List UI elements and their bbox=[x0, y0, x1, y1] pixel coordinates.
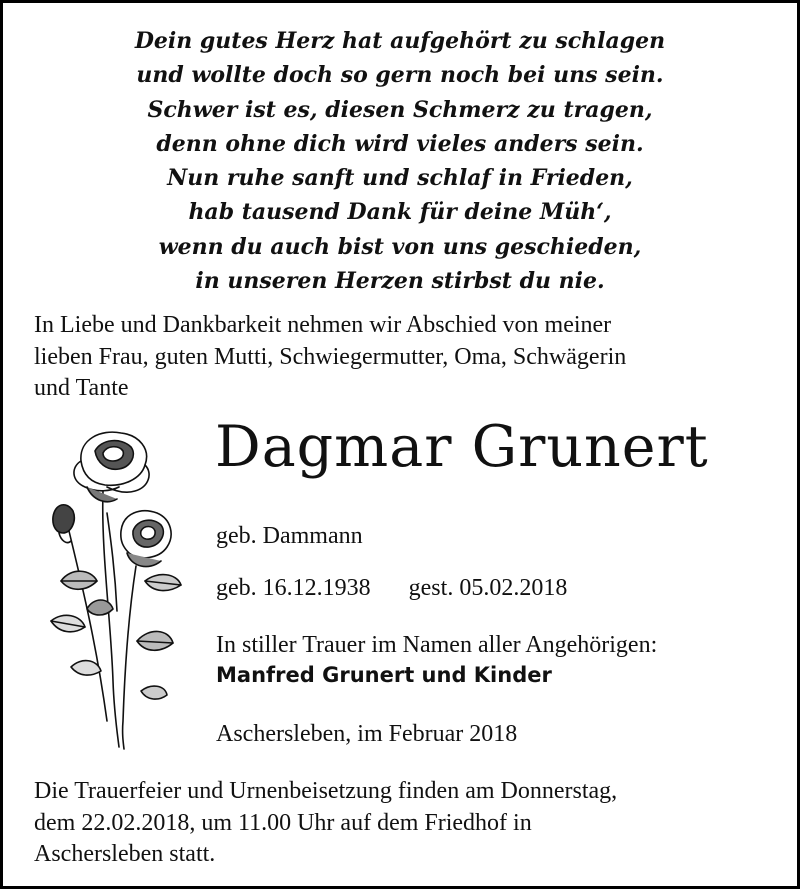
mourners-name: Manfred Grunert und Kinder bbox=[216, 663, 552, 687]
funeral-line: dem 22.02.2018, um 11.00 Uhr auf dem Friedhof in bbox=[34, 809, 532, 836]
funeral-line: Aschersleben statt. bbox=[34, 841, 216, 867]
poem-line: hab tausend Dank für deine Müh‘, bbox=[188, 199, 612, 226]
poem-line: Dein gutes Herz hat aufgehört zu schlagen bbox=[134, 28, 666, 54]
place-date: Aschersleben, im Februar 2018 bbox=[216, 721, 518, 747]
poem-line: denn ohne dich wird vieles anders sein. bbox=[156, 130, 644, 157]
rose-icon bbox=[41, 421, 191, 753]
death-date: gest. 05.02.2018 bbox=[408, 575, 568, 601]
memorial-poem bbox=[3, 24, 797, 298]
birth-name: geb. Dammann bbox=[216, 523, 363, 549]
poem-line: Nun ruhe sanft und schlaf in Frieden, bbox=[167, 165, 633, 192]
intro-line: In Liebe und Dankbarkeit nehmen wir Abschied von meiner bbox=[34, 312, 612, 338]
birth-date: geb. 16.12.1938 bbox=[216, 575, 371, 601]
poem-line: wenn du auch bist von uns geschieden, bbox=[158, 233, 642, 260]
intro-line: und Tante bbox=[34, 375, 129, 401]
poem-line: und wollte doch so gern noch bei uns sein. bbox=[136, 62, 664, 89]
intro-line: lieben Frau, guten Mutti, Schwiegermutter, Oma, Schwägerin bbox=[34, 343, 627, 370]
funeral-line: Die Trauerfeier und Urnenbeisetzung finden am Donnerstag, bbox=[34, 778, 618, 804]
deceased-name: Dagmar Grunert bbox=[215, 414, 709, 480]
intro-text bbox=[34, 310, 784, 405]
poem-line: Schwer ist es, diesen Schmerz zu tragen, bbox=[147, 96, 653, 123]
mourning-line: In stiller Trauer im Namen aller Angehörigen: bbox=[216, 632, 658, 658]
life-dates bbox=[216, 573, 567, 605]
funeral-info bbox=[34, 776, 764, 871]
poem-line: in unseren Herzen stirbst du nie. bbox=[195, 268, 605, 295]
